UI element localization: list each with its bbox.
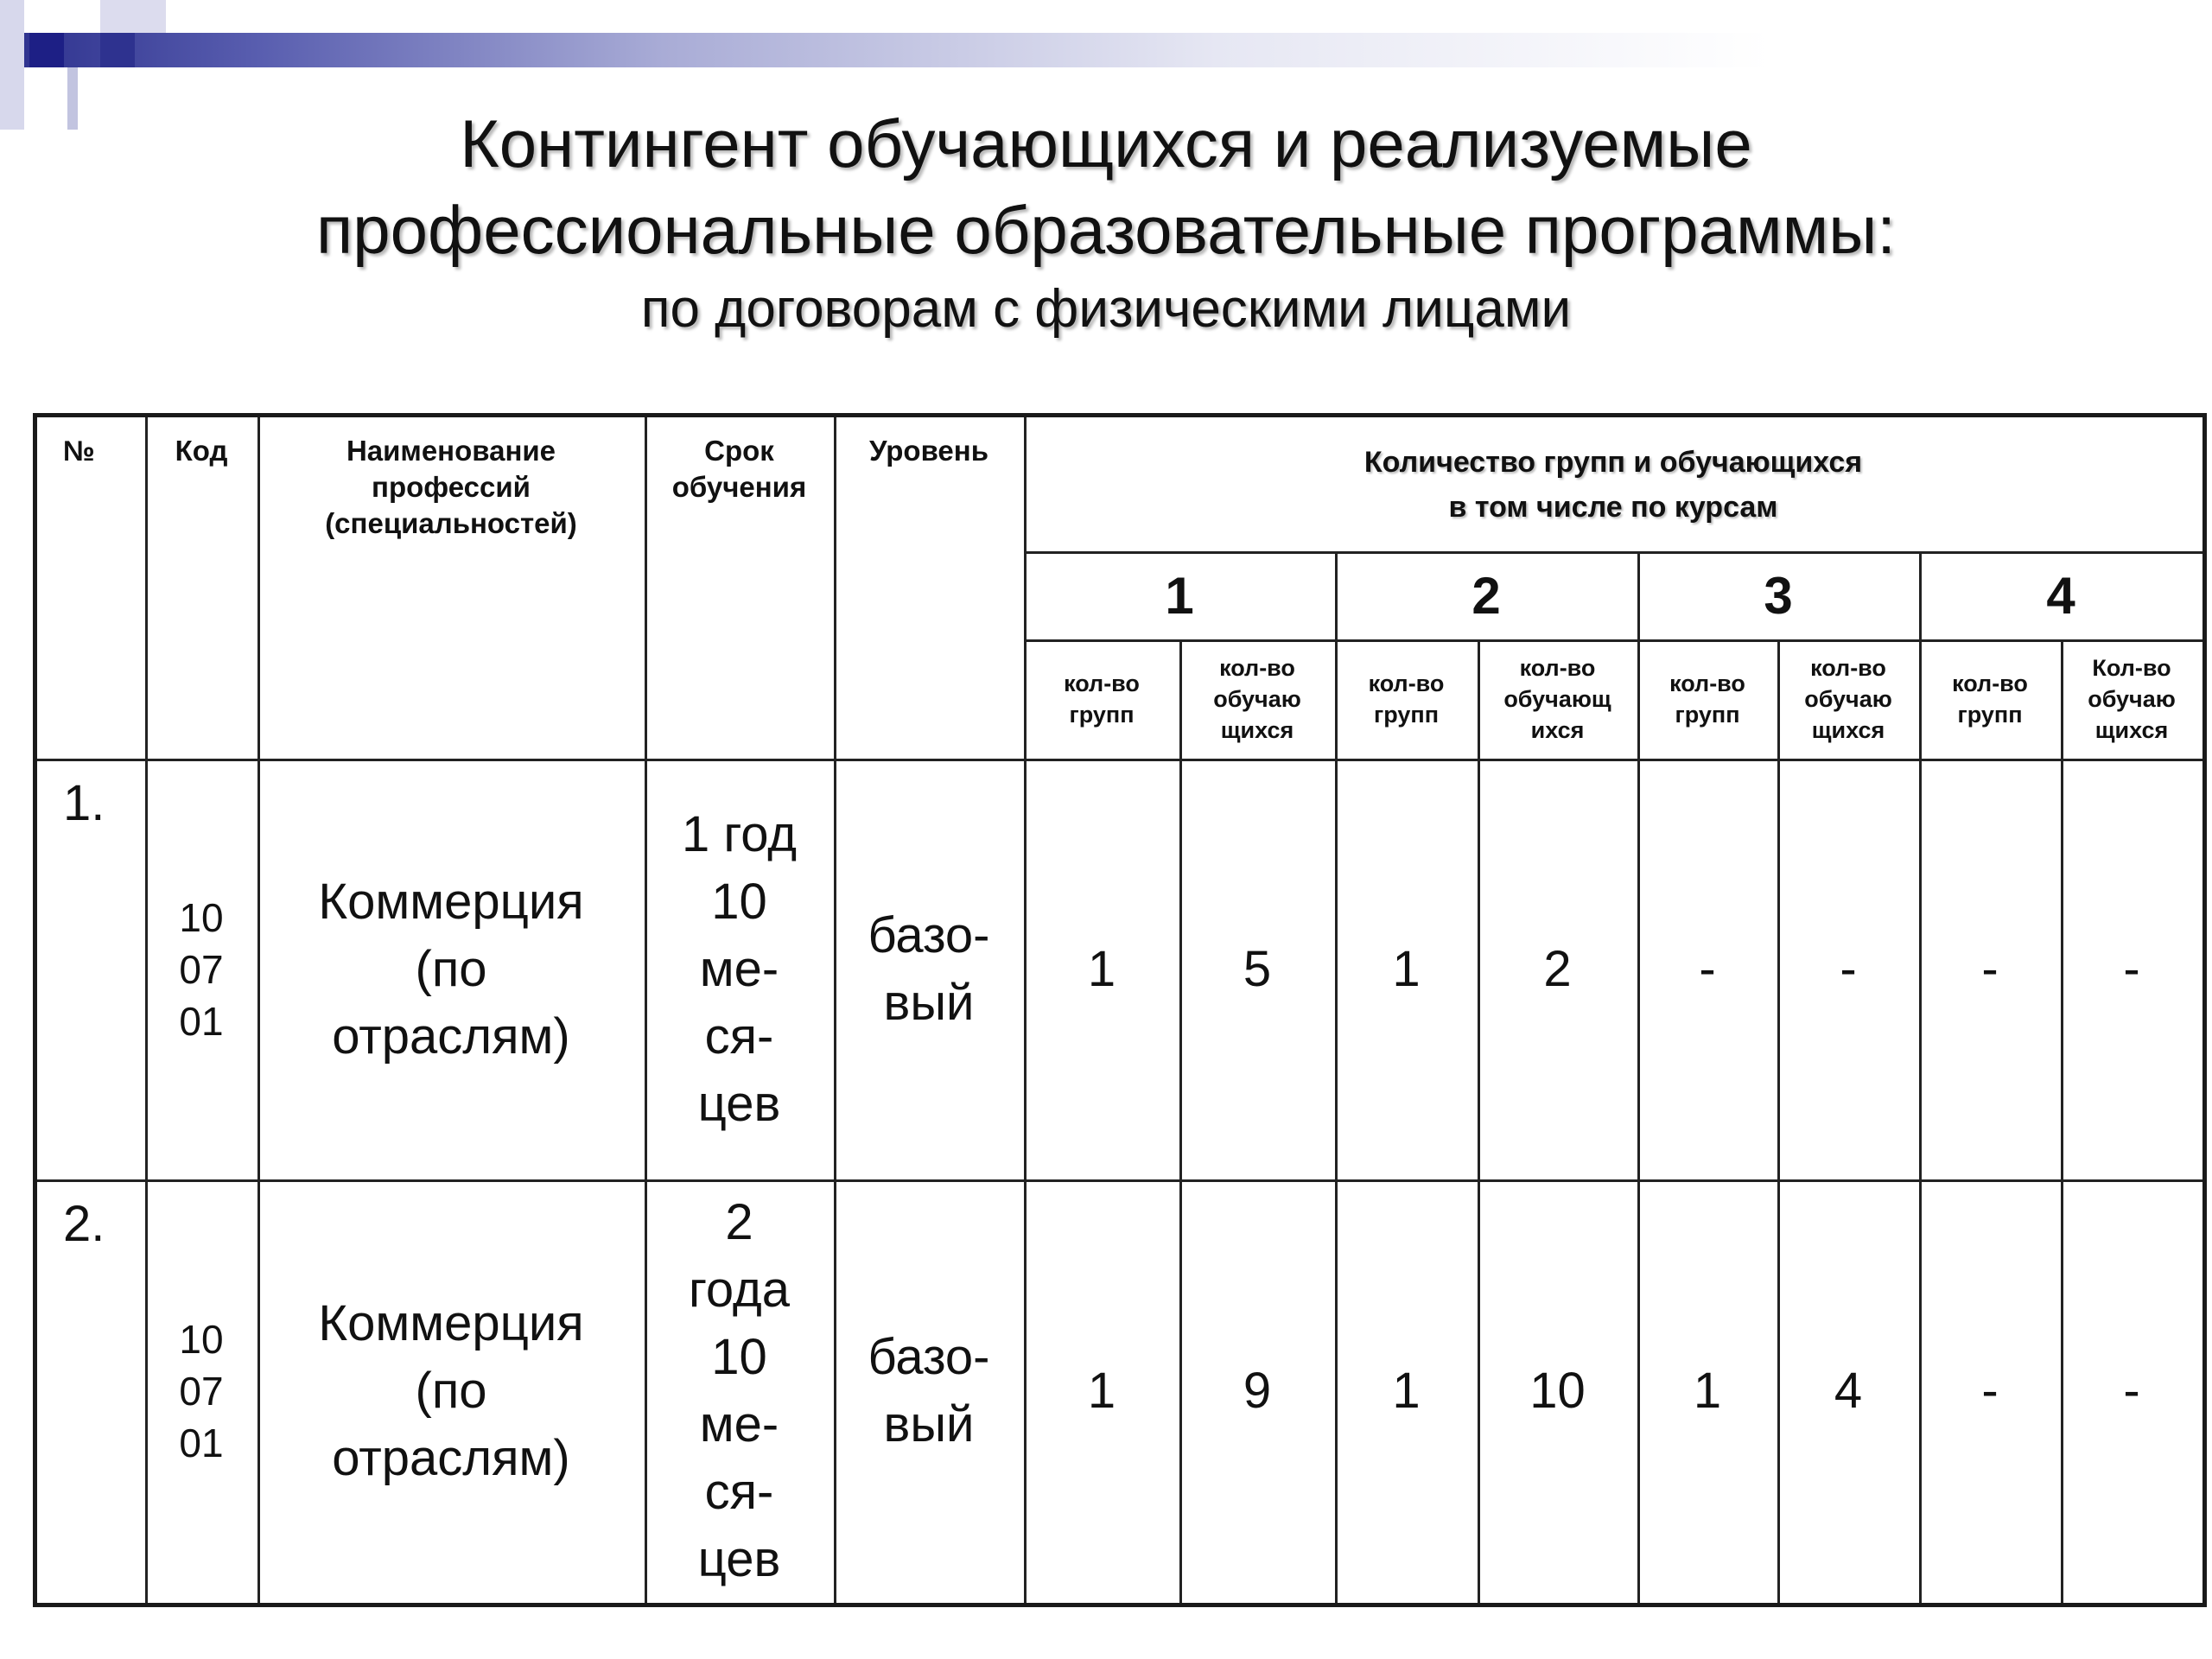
row-level-text: базо- — [868, 906, 990, 963]
row-student-count-text: 5 — [1243, 940, 1272, 997]
row-student-count-text: 9 — [1243, 1363, 1272, 1419]
row-student-count-text: - — [2123, 1363, 2140, 1419]
row-level — [834, 1179, 1024, 1603]
header-course-4 — [1919, 551, 2202, 639]
header-study-term-text: обучения — [671, 471, 807, 503]
row-student-count — [1478, 1179, 1637, 1603]
row-student-count — [1777, 1179, 1919, 1603]
row-number — [37, 1179, 145, 1603]
row-number-text: 2. — [63, 1196, 105, 1252]
row-code-text: 07 — [179, 1369, 224, 1414]
row-group-count-text: - — [1981, 1363, 1999, 1419]
header-sub-groups-text: кол-во — [1064, 671, 1140, 696]
row-student-count-text: - — [1840, 940, 1857, 997]
row-profession-name — [257, 1179, 645, 1603]
header-sub-students-text: щихся — [1811, 717, 1885, 743]
header-sub-students-text: кол-во — [1810, 655, 1886, 681]
header-sub-groups-text: групп — [1675, 702, 1740, 728]
row-group-count — [1919, 759, 2061, 1179]
row-group-count-text: - — [1981, 940, 1999, 997]
header-sub-students-text: обучаю — [1213, 686, 1301, 712]
row-student-count-text: 10 — [1529, 1363, 1586, 1419]
row-study-term-text: 10 — [711, 873, 767, 930]
row-study-term-text: ся- — [704, 1464, 774, 1520]
header-code — [145, 417, 257, 759]
row-student-count — [1478, 759, 1637, 1179]
row-group-count-text: 1 — [1693, 1363, 1722, 1419]
row-profession-name-text: (по — [415, 940, 487, 997]
header-sub-students-text: щихся — [2094, 717, 2169, 743]
row-level-text: базо- — [868, 1329, 990, 1385]
header-profession-name — [257, 417, 645, 759]
decorative-square — [100, 0, 166, 33]
header-profession-name-text: профессий — [372, 471, 531, 503]
header-sub-students-text: Кол-во — [2092, 655, 2171, 681]
row-profession-name — [257, 759, 645, 1179]
row-level — [834, 759, 1024, 1179]
header-groups-students-text: Количество групп и обучающихся — [1363, 445, 1863, 479]
row-student-count-text: 4 — [1834, 1363, 1863, 1419]
row-student-count — [1179, 1179, 1335, 1603]
header-number-text: № — [63, 435, 95, 467]
row-student-count-text: - — [2123, 940, 2140, 997]
header-sub-students-text: щихся — [1220, 717, 1294, 743]
header-sub-students — [1179, 639, 1335, 759]
header-sub-students — [1478, 639, 1637, 759]
row-study-term-text: цев — [697, 1531, 781, 1587]
header-code-text: Код — [175, 435, 228, 467]
row-study-term-text: ся- — [704, 1007, 774, 1065]
header-sub-groups-text: кол-во — [1368, 671, 1445, 696]
decorative-header-bar — [0, 33, 2212, 67]
header-profession-name-text: (специальностей) — [325, 507, 577, 539]
row-number — [37, 759, 145, 1179]
row-group-count-text: 1 — [1087, 1363, 1116, 1419]
header-sub-groups-text: групп — [1957, 702, 2023, 728]
row-study-term-text: года — [689, 1262, 790, 1318]
row-code-text: 10 — [179, 894, 224, 940]
row-code-text: 07 — [179, 946, 224, 992]
header-number — [37, 417, 145, 759]
row-code — [145, 1179, 257, 1603]
slide-subtitle: по договорам с физическими лицами — [640, 279, 1572, 339]
header-profession-name-text: Наименование — [346, 435, 556, 467]
row-group-count-text: 1 — [1392, 940, 1421, 997]
header-course-2-text: 2 — [1471, 566, 1501, 625]
row-group-count — [1335, 759, 1478, 1179]
header-sub-students — [2061, 639, 2202, 759]
header-course-1 — [1024, 551, 1335, 639]
header-sub-groups-text: кол-во — [1669, 671, 1745, 696]
header-course-4-text: 4 — [2046, 566, 2075, 625]
row-group-count — [1335, 1179, 1478, 1603]
header-level — [834, 417, 1024, 759]
row-student-count — [2061, 759, 2202, 1179]
row-study-term-text: цев — [697, 1075, 781, 1132]
row-code-text: 10 — [179, 1317, 224, 1362]
row-student-count-text: 2 — [1543, 940, 1572, 997]
header-sub-groups — [1637, 639, 1777, 759]
row-code-text: 01 — [179, 1421, 224, 1465]
header-groups-students — [1024, 417, 2202, 551]
row-student-count — [1777, 759, 1919, 1179]
header-course-1-text: 1 — [1165, 566, 1194, 625]
header-sub-students-text: обучающ — [1503, 686, 1611, 712]
row-student-count — [2061, 1179, 2202, 1603]
row-group-count — [1637, 759, 1777, 1179]
header-sub-groups-text: кол-во — [1952, 671, 2028, 696]
header-sub-groups — [1024, 639, 1179, 759]
row-group-count — [1024, 1179, 1179, 1603]
header-sub-students-text: обучаю — [1804, 686, 1892, 712]
header-course-3-text: 3 — [1764, 566, 1793, 625]
row-profession-name-text: (по — [415, 1363, 487, 1419]
slide-title-line-2: профессиональные образовательные программы: — [316, 192, 1896, 268]
slide-title-line-1: Контингент обучающихся и реализуемые — [460, 105, 1752, 181]
header-course-3 — [1637, 551, 1919, 639]
header-sub-students-text: кол-во — [1519, 655, 1596, 681]
row-profession-name-text: отраслям) — [332, 1007, 570, 1065]
row-group-count-text: 1 — [1087, 940, 1116, 997]
header-study-term-text: Срок — [704, 435, 774, 467]
header-sub-groups-text: групп — [1069, 702, 1135, 728]
row-group-count-text: - — [1699, 940, 1716, 997]
row-code-text: 01 — [179, 998, 224, 1044]
row-study-term-text: 1 год — [681, 805, 798, 862]
header-sub-students-text: обучаю — [2088, 686, 2176, 712]
row-level-text: вый — [883, 1396, 975, 1452]
decorative-square — [29, 33, 64, 67]
row-profession-name-text: отраслям) — [332, 1430, 570, 1486]
row-study-term-text: ме- — [699, 940, 779, 997]
header-sub-students — [1777, 639, 1919, 759]
header-level-text: Уровень — [868, 435, 988, 467]
row-code — [145, 759, 257, 1179]
header-study-term — [645, 417, 834, 759]
row-profession-name-text: Коммерция — [318, 873, 584, 930]
decorative-square — [100, 33, 135, 67]
row-study-term-text: 2 — [725, 1194, 753, 1250]
row-study-term-text: 10 — [711, 1329, 767, 1385]
row-study-term — [645, 759, 834, 1179]
header-groups-students-text: в том числе по курсам — [1448, 490, 1778, 524]
row-group-count — [1919, 1179, 2061, 1603]
row-level-text: вый — [883, 974, 975, 1031]
row-group-count — [1637, 1179, 1777, 1603]
row-group-count — [1024, 759, 1179, 1179]
header-course-2 — [1335, 551, 1637, 639]
header-sub-groups — [1335, 639, 1478, 759]
row-number-text: 1. — [63, 775, 105, 831]
row-study-term-text: ме- — [699, 1396, 779, 1452]
header-sub-students-text: ихся — [1530, 717, 1585, 743]
header-sub-students-text: кол-во — [1219, 655, 1295, 681]
row-student-count — [1179, 759, 1335, 1179]
row-profession-name-text: Коммерция — [318, 1295, 584, 1351]
contingent-table — [33, 413, 2207, 1607]
row-study-term — [645, 1179, 834, 1603]
header-sub-groups — [1919, 639, 2061, 759]
row-group-count-text: 1 — [1392, 1363, 1421, 1419]
header-sub-groups-text: групп — [1373, 702, 1439, 728]
